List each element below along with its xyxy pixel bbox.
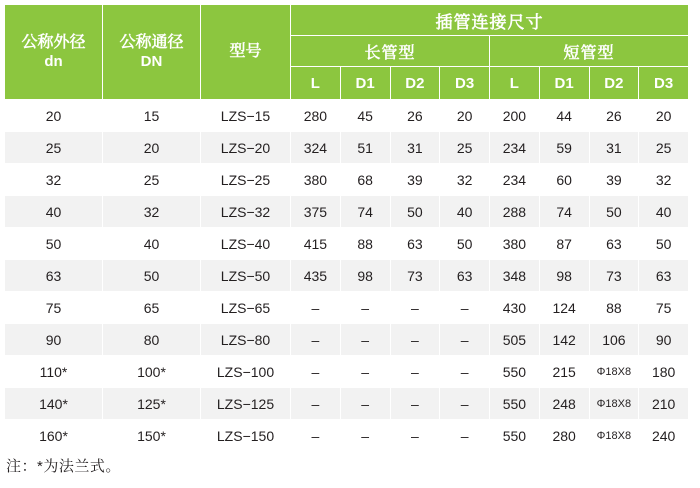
cell-short-L: 288: [490, 196, 540, 228]
header-short-D2: D2: [589, 67, 639, 100]
cell-DN: 25: [103, 164, 201, 196]
cell-short-D1: 124: [539, 292, 589, 324]
cell-long-D1: –: [340, 324, 390, 356]
cell-dn: 75: [5, 292, 103, 324]
cell-dn: 63: [5, 260, 103, 292]
cell-long-D1: 88: [340, 228, 390, 260]
cell-short-D3: 25: [639, 132, 689, 164]
header-long-L: L: [291, 67, 341, 100]
cell-long-D3: –: [440, 420, 490, 452]
cell-long-L: –: [291, 388, 341, 420]
header-short-D3: D3: [639, 67, 689, 100]
cell-short-D3: 75: [639, 292, 689, 324]
cell-long-D2: 63: [390, 228, 440, 260]
cell-DN: 32: [103, 196, 201, 228]
header-insert-pipe-connection-size: 插管连接尺寸: [291, 5, 689, 36]
cell-short-D2: 88: [589, 292, 639, 324]
cell-long-D3: –: [440, 388, 490, 420]
cell-short-D3: 20: [639, 100, 689, 132]
cell-model: LZS−100: [201, 356, 291, 388]
cell-long-D2: –: [390, 388, 440, 420]
cell-short-D1: 215: [539, 356, 589, 388]
cell-model: LZS−65: [201, 292, 291, 324]
cell-long-D1: –: [340, 420, 390, 452]
cell-dn: 40: [5, 196, 103, 228]
cell-short-D1: 142: [539, 324, 589, 356]
cell-short-L: 550: [490, 356, 540, 388]
cell-DN: 65: [103, 292, 201, 324]
cell-dn: 20: [5, 100, 103, 132]
cell-long-D1: 68: [340, 164, 390, 196]
cell-long-L: 435: [291, 260, 341, 292]
cell-short-L: 505: [490, 324, 540, 356]
cell-short-D2: 31: [589, 132, 639, 164]
cell-dn: 140*: [5, 388, 103, 420]
cell-dn: 50: [5, 228, 103, 260]
cell-long-L: –: [291, 292, 341, 324]
table-row: [5, 260, 689, 292]
cell-long-L: 415: [291, 228, 341, 260]
cell-short-D3: 50: [639, 228, 689, 260]
cell-long-D1: –: [340, 388, 390, 420]
cell-short-D3: 40: [639, 196, 689, 228]
cell-DN: 80: [103, 324, 201, 356]
cell-DN: 125*: [103, 388, 201, 420]
cell-long-D1: 45: [340, 100, 390, 132]
cell-long-D2: –: [390, 324, 440, 356]
cell-long-L: –: [291, 356, 341, 388]
header-short-D1: D1: [539, 67, 589, 100]
cell-long-L: 380: [291, 164, 341, 196]
cell-short-L: 550: [490, 388, 540, 420]
cell-short-L: 430: [490, 292, 540, 324]
cell-short-D1: 98: [539, 260, 589, 292]
cell-model: LZS−125: [201, 388, 291, 420]
table-row: [5, 100, 689, 132]
header-long-D3: D3: [440, 67, 490, 100]
cell-short-D1: 74: [539, 196, 589, 228]
table-row: [5, 356, 689, 388]
header-nominal-bore-sym: DN: [140, 52, 163, 70]
specification-table: [4, 4, 689, 452]
spec-sheet: [0, 4, 700, 488]
table-row: [5, 324, 689, 356]
header-nominal-outer-diameter: [5, 5, 103, 100]
cell-DN: 20: [103, 132, 201, 164]
cell-long-D3: 32: [440, 164, 490, 196]
header-nominal-outer-diameter-cn: 公称外径: [21, 33, 86, 51]
table-row: [5, 388, 689, 420]
cell-long-D3: 63: [440, 260, 490, 292]
cell-dn: 110*: [5, 356, 103, 388]
cell-long-D1: –: [340, 292, 390, 324]
cell-short-D3: 32: [639, 164, 689, 196]
cell-long-D2: –: [390, 356, 440, 388]
cell-short-D1: 44: [539, 100, 589, 132]
cell-short-D2: Φ18X8: [589, 388, 639, 420]
cell-short-D3: 90: [639, 324, 689, 356]
cell-DN: 15: [103, 100, 201, 132]
cell-DN: 100*: [103, 356, 201, 388]
cell-short-D1: 59: [539, 132, 589, 164]
cell-short-D2: 106: [589, 324, 639, 356]
cell-short-D2: 39: [589, 164, 639, 196]
cell-long-D3: 20: [440, 100, 490, 132]
table-row: [5, 132, 689, 164]
cell-dn: 160*: [5, 420, 103, 452]
header-long-D1: D1: [340, 67, 390, 100]
cell-short-D3: 180: [639, 356, 689, 388]
cell-short-D2: 63: [589, 228, 639, 260]
cell-model: LZS−25: [201, 164, 291, 196]
cell-long-L: –: [291, 420, 341, 452]
cell-short-D1: 60: [539, 164, 589, 196]
cell-long-L: 324: [291, 132, 341, 164]
cell-short-D2: 26: [589, 100, 639, 132]
cell-DN: 40: [103, 228, 201, 260]
cell-long-D3: –: [440, 356, 490, 388]
cell-model: LZS−32: [201, 196, 291, 228]
cell-long-D3: 40: [440, 196, 490, 228]
table-body: [5, 100, 689, 452]
header-model: 型号: [201, 5, 291, 100]
cell-short-D2: 50: [589, 196, 639, 228]
cell-long-D1: –: [340, 356, 390, 388]
cell-long-D3: 50: [440, 228, 490, 260]
cell-short-D1: 280: [539, 420, 589, 452]
cell-long-D1: 51: [340, 132, 390, 164]
cell-long-L: –: [291, 324, 341, 356]
cell-long-D2: 26: [390, 100, 440, 132]
header-nominal-outer-diameter-sym: dn: [44, 52, 63, 70]
table-row: [5, 292, 689, 324]
header-nominal-bore-cn: 公称通径: [119, 33, 184, 51]
cell-short-L: 200: [490, 100, 540, 132]
cell-model: LZS−150: [201, 420, 291, 452]
footnote: 注：*为法兰式。: [6, 458, 121, 475]
header-short-L: L: [490, 67, 540, 100]
cell-short-L: 380: [490, 228, 540, 260]
cell-DN: 150*: [103, 420, 201, 452]
cell-long-D1: 98: [340, 260, 390, 292]
cell-model: LZS−15: [201, 100, 291, 132]
cell-long-D3: –: [440, 324, 490, 356]
cell-short-D1: 87: [539, 228, 589, 260]
cell-long-D3: –: [440, 292, 490, 324]
cell-model: LZS−80: [201, 324, 291, 356]
header-nominal-bore: [103, 5, 201, 100]
cell-short-L: 234: [490, 164, 540, 196]
cell-dn: 32: [5, 164, 103, 196]
header-long-D2: D2: [390, 67, 440, 100]
cell-long-D3: 25: [440, 132, 490, 164]
cell-long-D2: 50: [390, 196, 440, 228]
cell-short-L: 234: [490, 132, 540, 164]
cell-long-D1: 74: [340, 196, 390, 228]
cell-model: LZS−20: [201, 132, 291, 164]
cell-short-D2: 73: [589, 260, 639, 292]
cell-short-D3: 240: [639, 420, 689, 452]
cell-dn: 90: [5, 324, 103, 356]
cell-long-D2: –: [390, 292, 440, 324]
cell-long-D2: –: [390, 420, 440, 452]
cell-short-D3: 210: [639, 388, 689, 420]
cell-short-L: 348: [490, 260, 540, 292]
cell-model: LZS−40: [201, 228, 291, 260]
header-short-pipe-type: 短管型: [490, 36, 689, 67]
table-header: [5, 5, 689, 100]
table-row: [5, 196, 689, 228]
cell-long-L: 375: [291, 196, 341, 228]
cell-dn: 25: [5, 132, 103, 164]
cell-short-D2: Φ18X8: [589, 420, 639, 452]
cell-long-D2: 31: [390, 132, 440, 164]
table-row: [5, 164, 689, 196]
cell-short-D3: 63: [639, 260, 689, 292]
table-row: [5, 420, 689, 452]
cell-DN: 50: [103, 260, 201, 292]
cell-short-D2: Φ18X8: [589, 356, 639, 388]
header-row-1: [5, 5, 689, 36]
cell-long-D2: 73: [390, 260, 440, 292]
table-row: [5, 228, 689, 260]
cell-short-D1: 248: [539, 388, 589, 420]
cell-long-D2: 39: [390, 164, 440, 196]
cell-long-L: 280: [291, 100, 341, 132]
header-long-pipe-type: 长管型: [291, 36, 490, 67]
cell-short-L: 550: [490, 420, 540, 452]
cell-model: LZS−50: [201, 260, 291, 292]
